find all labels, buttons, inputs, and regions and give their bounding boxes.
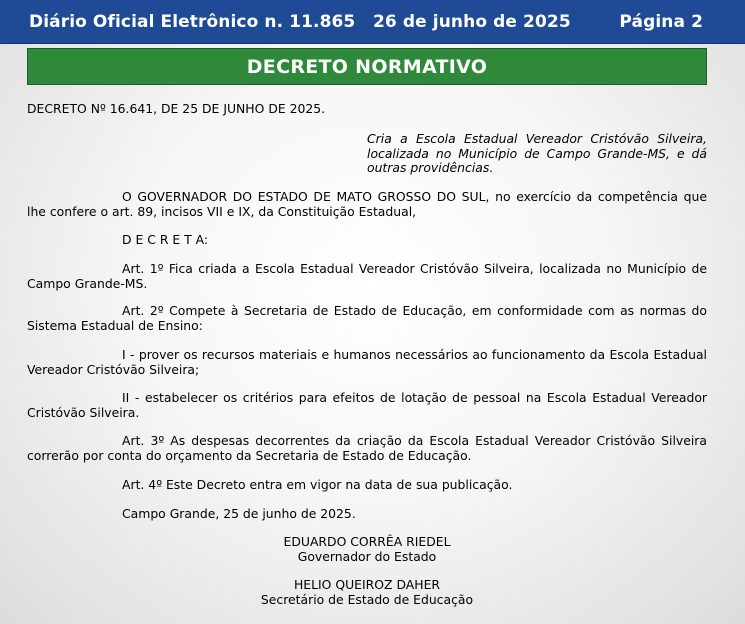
signature-name-secretary: HELIO QUEIROZ DAHER <box>293 577 441 592</box>
article-2-inciso-2: II - estabelecer os critérios para efeitos de lotação de pessoal na Escola Estadual Vereador Cristóvão Silveira. <box>27 390 707 420</box>
decree-ementa: Cria a Escola Estadual Vereador Cristóvão Silveira, localizada no Município de Campo Grande-MS, e dá outras providências. <box>367 131 707 175</box>
article-2-inciso-1: I - prover os recursos materiais e humanos necessários ao funcionamento da Escola Estadual Vereador Cristóvão Silveira; <box>27 347 707 377</box>
article-3: Art. 3º As despesas decorrentes da criação da Escola Estadual Vereador Cristóvão Silveira correrão por conta do orçamento da Secretaria de Estado de Educação. <box>27 433 707 463</box>
article-1: Art. 1º Fica criada a Escola Estadual Vereador Cristóvão Silveira, localizada no Município de Campo Grande-MS. <box>27 261 707 291</box>
gazette-date: 26 de junho de 2025 <box>373 12 571 32</box>
signature-role-secretary: Secretário de Estado de Educação <box>260 592 474 607</box>
page-number: Página 2 <box>619 12 703 32</box>
decree-preamble: O GOVERNADOR DO ESTADO DE MATO GROSSO DO SUL, no exercício da competência que lhe confere o art. 89, incisos VII e IX, da Constituição Estadual, <box>27 189 707 219</box>
signature-role-governor: Governador do Estado <box>297 549 437 564</box>
signature-name-governor: EDUARDO CORRÊA RIEDEL <box>283 534 451 549</box>
gazette-title: Diário Oficial Eletrônico n. 11.865 <box>29 12 356 32</box>
article-4: Art. 4º Este Decreto entra em vigor na data de sua publicação. <box>122 477 513 492</box>
decree-decreta: D E C R E T A: <box>122 232 209 247</box>
decree-heading: DECRETO Nº 16.641, DE 25 DE JUNHO DE 2025. <box>27 101 326 116</box>
place-date: Campo Grande, 25 de junho de 2025. <box>122 506 356 521</box>
gazette-header <box>0 0 745 44</box>
section-banner: DECRETO NORMATIVO <box>27 48 707 85</box>
article-2: Art. 2º Compete à Secretaria de Estado de Educação, em conformidade com as normas do Sistema Estadual de Ensino: <box>27 303 707 333</box>
